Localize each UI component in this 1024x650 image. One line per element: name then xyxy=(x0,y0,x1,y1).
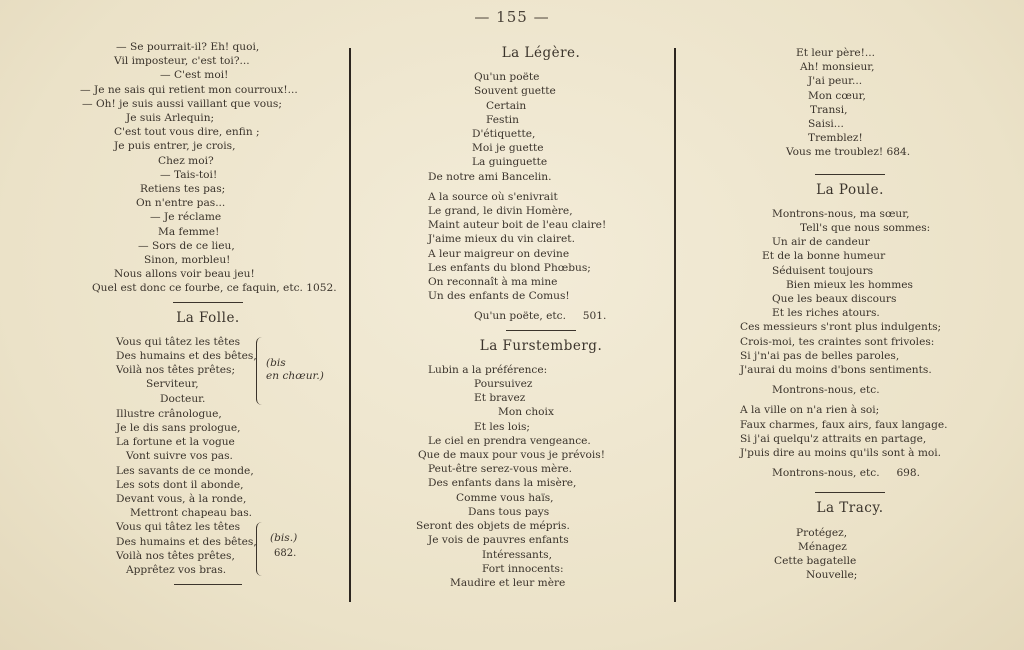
verse-line: Serviteur, xyxy=(146,378,199,391)
verse-line: Intéressants, xyxy=(482,548,552,561)
song-title-la-legere: La Légère. xyxy=(501,45,581,61)
verse-line: Et leur père!... xyxy=(796,47,876,59)
verse-line: Peut-être serez-vous mère. xyxy=(428,463,573,476)
song-title-la-furstemberg: La Furstemberg. xyxy=(479,337,603,354)
column-left xyxy=(74,40,342,589)
stanza xyxy=(730,207,970,377)
stanza xyxy=(730,46,970,160)
verse-line: Je vois de pauvres enfants xyxy=(428,534,569,547)
bis-note: (bis.) xyxy=(270,532,298,545)
verse-line: Les sots dont il abonde, xyxy=(116,478,244,491)
verse-line: — Je ne sais qui retient mon courroux!... xyxy=(80,83,298,96)
verse-line: Certain xyxy=(486,99,527,112)
column-right xyxy=(730,46,970,583)
verse-line: Mettront chapeau bas. xyxy=(130,507,253,520)
verse-line: Mon cœur, xyxy=(808,89,866,102)
verse-line: Et de la bonne humeur xyxy=(762,250,886,263)
verse-line: A leur maigreur on devine xyxy=(428,247,570,260)
verse-line: Saisi... xyxy=(808,118,844,131)
section-separator xyxy=(174,584,242,585)
verse-line: Je puis entrer, je crois, xyxy=(114,140,236,153)
refrain-line: Qu'un poëte, etc. 501. xyxy=(474,310,607,323)
brace xyxy=(256,522,263,576)
verse-line: Séduisent toujours xyxy=(772,264,874,277)
verse-line: Et bravez xyxy=(474,392,526,405)
verse-line: Maint auteur boit de l'eau claire! xyxy=(428,219,607,232)
verse-line: Ces messieurs s'ront plus indulgents; xyxy=(740,321,942,334)
verse-line: Mon choix xyxy=(498,406,554,419)
refrain-block-repeat xyxy=(74,520,342,578)
verse-line: Dans tous pays xyxy=(468,505,550,518)
verse-line: A la source où s'enivrait xyxy=(428,190,558,203)
verse-line: Seront des objets de mépris. xyxy=(416,520,570,533)
stanza xyxy=(416,70,666,184)
stanza xyxy=(416,190,666,304)
verse-line: Crois-moi, tes craintes sont frivoles: xyxy=(740,335,935,348)
section-separator xyxy=(173,302,243,303)
verse-line: Ma femme! xyxy=(158,225,220,238)
verse-line: Vous qui tâtez les têtes xyxy=(116,521,241,534)
verse-line: Sinon, morbleu! xyxy=(144,254,231,267)
song-title-la-poule: La Poule. xyxy=(816,181,884,198)
verse-line: — Tais-toi! xyxy=(160,168,218,181)
song-title-la-folle: La Folle. xyxy=(176,309,240,326)
verse-line: Quel est donc ce fourbe, ce faquin, etc. 1052. xyxy=(92,282,337,295)
verse-line: Illustre crânologue, xyxy=(116,407,222,420)
verse-line: Comme vous haïs, xyxy=(456,491,554,504)
refrain-block xyxy=(74,335,342,407)
verse-line: — C'est moi! xyxy=(160,69,229,82)
verse-line: Chez moi? xyxy=(158,154,214,167)
verse-line: Des enfants dans la misère, xyxy=(428,477,577,490)
verse-line: Le grand, le divin Homère, xyxy=(428,205,573,218)
verse-line: Voilà nos têtes prêtes; xyxy=(116,364,236,377)
song-title-la-tracy: La Tracy. xyxy=(816,500,884,517)
verse-line: Si j'n'ai pas de belles paroles, xyxy=(740,349,900,362)
verse-line: Lubin a la préférence: xyxy=(428,363,548,376)
verse-line: On n'entre pas... xyxy=(136,197,226,210)
verse-line: Apprêtez vos bras. xyxy=(126,564,227,577)
verse-line: Tell's que nous sommes: xyxy=(800,222,931,235)
verse-line: — Se pourrait-il? Eh! quoi, xyxy=(116,41,260,53)
verse-line: Devant vous, à la ronde, xyxy=(116,493,247,506)
refrain-line: Montrons-nous, etc. 698. xyxy=(772,467,921,480)
verse-line: J'ai peur... xyxy=(808,75,863,88)
verse-line: Nous allons voir beau jeu! xyxy=(114,268,255,281)
section-separator xyxy=(815,492,885,493)
section-separator xyxy=(506,330,576,331)
verse-line: Je le dis sans prologue, xyxy=(116,422,241,435)
verse-line: Moi je guette xyxy=(472,142,544,155)
verse-line: Vil imposteur, c'est toi?... xyxy=(114,55,250,68)
verse-line: — Oh! je suis aussi vaillant que vous; xyxy=(82,97,282,110)
verse-line: Maudire et leur mère xyxy=(450,576,566,589)
verse-line: — Sors de ce lieu, xyxy=(138,239,235,252)
stanza xyxy=(416,363,666,590)
verse-line: Que de maux pour vous je prévois! xyxy=(418,449,605,462)
verse-line: Voilà nos têtes prêtes, xyxy=(116,549,235,562)
verse-line: Fort innocents: xyxy=(482,562,564,575)
verse-line: Souvent guette xyxy=(474,85,556,98)
verse-line: De notre ami Bancelin. xyxy=(428,170,552,183)
column-middle xyxy=(416,46,666,590)
verse-line: J'aurai du moins d'bons sentiments. xyxy=(740,364,932,377)
verse-line: C'est tout vous dire, enfin ; xyxy=(114,126,260,139)
verse-line: Vous me troublez! 684. xyxy=(786,146,911,159)
verse-line: Protégez, xyxy=(796,526,848,539)
song-number: 682. xyxy=(274,548,297,560)
column-rule-left xyxy=(349,48,351,602)
verse-line: — Je réclame xyxy=(150,211,222,224)
verse-line: A la ville on n'a rien à soi; xyxy=(740,404,880,417)
verse-line: Docteur. xyxy=(160,392,206,405)
verse-line: Nouvelle; xyxy=(806,569,858,582)
brace xyxy=(256,337,263,405)
verse-line: La guinguette xyxy=(472,156,548,169)
verse-line: Cette bagatelle xyxy=(774,555,857,568)
stanza xyxy=(730,403,970,460)
verse-line: Qu'un poëte xyxy=(474,71,540,84)
verse-line: Le ciel en prendra vengeance. xyxy=(428,434,591,447)
verse-line: Montrons-nous, ma sœur, xyxy=(772,207,910,220)
verse-line: Un air de candeur xyxy=(772,236,870,249)
verse-line: J'puis dire au moins qu'ils sont à moi. xyxy=(740,447,941,460)
verse-line: Festin xyxy=(486,113,519,126)
verse-line: Les savants de ce monde, xyxy=(116,464,254,477)
verse-line: Des humains et des bêtes, xyxy=(116,350,257,363)
page-number: — 155 — xyxy=(474,8,550,26)
verse-line: Je suis Arlequin; xyxy=(126,112,215,125)
verse-line: Transi, xyxy=(810,103,848,116)
verse-line: Poursuivez xyxy=(474,378,533,391)
verse-line: Ah! monsieur, xyxy=(800,61,875,74)
verse-line: Que les beaux discours xyxy=(772,293,897,306)
verse-line: Si j'ai quelqu'z attraits en partage, xyxy=(740,432,927,445)
dialogue-verses xyxy=(74,40,342,296)
verse-line: Des humains et des bêtes, xyxy=(116,535,257,548)
verse-line: Un des enfants de Comus! xyxy=(428,290,570,303)
verse-line: Bien mieux les hommes xyxy=(786,278,913,291)
verse-line: On reconnaît à ma mine xyxy=(428,276,558,289)
middle-verses xyxy=(74,407,342,521)
stanza xyxy=(730,526,970,583)
verse-line: Faux charmes, faux airs, faux langage. xyxy=(740,418,948,431)
bis-chorus-note: (bis en chœur.) xyxy=(266,356,324,382)
column-rule-right xyxy=(674,48,676,602)
verse-line: Vous qui tâtez les têtes xyxy=(116,335,241,348)
verse-line: Et les lois; xyxy=(474,420,530,433)
verse-line: Les enfants du blond Phœbus; xyxy=(428,261,591,274)
verse-line: Tremblez! xyxy=(808,132,863,145)
section-separator xyxy=(815,174,885,175)
verse-line: Et les riches atours. xyxy=(772,307,880,320)
verse-line: Retiens tes pas; xyxy=(140,183,226,196)
verse-line: Vont suivre vos pas. xyxy=(126,450,233,463)
verse-line: J'aime mieux du vin clairet. xyxy=(428,233,575,246)
verse-line: Ménagez xyxy=(798,540,847,553)
verse-line: La fortune et la vogue xyxy=(116,436,235,449)
verse-line: D'étiquette, xyxy=(472,128,536,141)
refrain-line: Montrons-nous, etc. xyxy=(772,384,880,397)
